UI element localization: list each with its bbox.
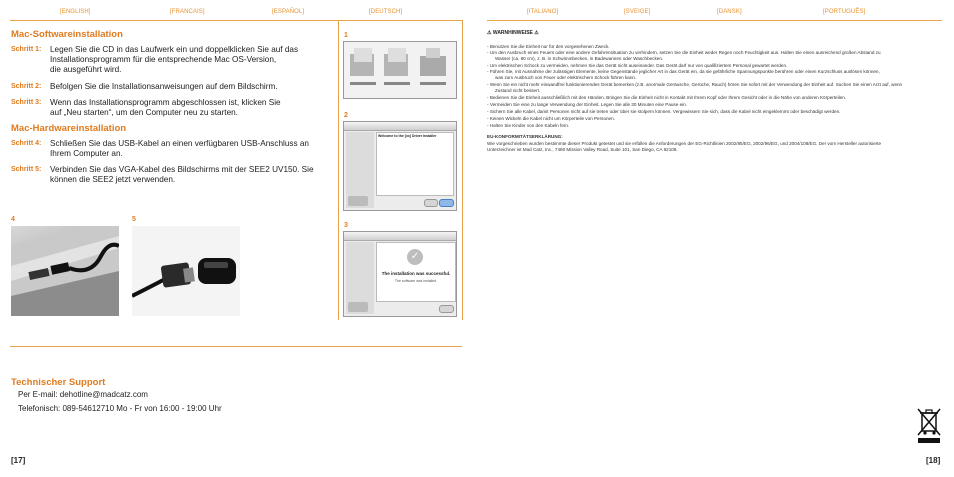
window-titlebar: [344, 122, 456, 131]
continue-button[interactable]: [439, 199, 454, 207]
screens-divider-left: [338, 20, 339, 320]
warning-item: - Vermeiden Sie eine zu lange Verwendung der Einheit. Legen Sie alle 30 Minuten eine Pause ein.: [487, 102, 687, 107]
warning-item: - Führen Sie, mit Ausnahme der zulässigen Elemente, keine Gegenstände jeglicher Art in das Gerät ein, da sie gefährliche Spannungspunkte berühren oder einen Kurzschluss auslösen können,: [487, 69, 880, 74]
success-subtext: The software was installed.: [394, 279, 438, 283]
step-label: Schritt 5:: [11, 166, 42, 173]
window-titlebar: [344, 232, 456, 241]
conformity-text-1: Wie vorgeschrieben wurden bestimmte dieser Produkt getestet und sie erfüllen die Anforderungen der EG-Richtlinien 2002/95/EG, 2002/96/EG, und 2004/108/EG. Der vom Hersteller autorisierte: [487, 141, 882, 146]
warning-item: - Wenn Sie ein nicht mehr einwandfrei funktionierendes Gerät bemerken (z.B. anormale Geräusche, Gerüche, Rauch) hören Sie sofort mit der Verwendung der Einheit auf. Suchen Sie einen Arzt auf, wenn: [487, 82, 903, 87]
warning-item: - Keinen Wickeln die Kabel nicht um Körperteile von Personen.: [487, 116, 615, 121]
step-label: Schritt 4:: [11, 140, 42, 147]
page-number-left: [17]: [11, 456, 26, 465]
usb-cable-image: [11, 226, 119, 316]
lang-italiano: [ITALIANO]: [527, 9, 559, 15]
screens-divider-right: [462, 20, 463, 320]
top-rule-right: [487, 20, 942, 21]
lang-deutsch: [DEUTSCH]: [369, 9, 403, 15]
lang-espanol: [ESPAÑOL]: [272, 9, 305, 15]
success-message: The installation was successful.: [381, 271, 451, 276]
hardware-heading: Mac-Hardwareinstallation: [11, 123, 127, 134]
checkmark-icon: ✓: [407, 249, 423, 265]
lang-francais: [FRANCAIS]: [170, 9, 205, 15]
software-heading: Mac-Softwareinstallation: [11, 29, 123, 40]
step-text: Wenn das Installationsprogramm abgeschlossen ist, klicken Sie auf „Neu starten“, um den Computer neu zu starten.: [50, 98, 281, 117]
support-email[interactable]: Per E-mail: dehotline@madcatz.com: [18, 390, 148, 399]
step-label: Schritt 2:: [11, 83, 42, 90]
warning-item: - Benutzen Sie die Einheit nur für den vorgesehenen Zweck.: [487, 44, 610, 49]
lang-dansk: [DANSK]: [717, 9, 742, 15]
step-text: Befolgen Sie die Installationsanweisungen auf dem Bildschirm.: [50, 82, 278, 91]
go-back-button[interactable]: [424, 199, 438, 207]
conformity-text-2: Unterzeichner ist Mad Catz, Inc., 7480 Mission Valley Road, Suite 101, San Diego, CA 92108.: [487, 147, 678, 152]
vga-adapter-image: [132, 226, 240, 316]
warning-item: - Um den Ausbruch eines Feuers oder eine andere Gefahrensituation zu verhindern, setzen Sie die Einheit weder Regen noch Feuchtigkeit aus. Halten Sie einen ausreichend großen Abstand zu: [487, 50, 881, 55]
usb-photo: [11, 226, 119, 316]
warning-triangle-icon: ⚠: [487, 30, 492, 36]
warning-item: Wasser (ca. 80 cm), z. B. in Schwimmbecken, in Badewannen oder Waschbecken.: [495, 56, 664, 61]
lang-english: [ENGLISH]: [60, 9, 91, 15]
step-text: Legen Sie die CD in das Laufwerk ein und doppelklicken Sie auf das Installationsprogramm für die entsprechende Mac OS-Version, die ausgeführt wird.: [50, 45, 299, 74]
figure-number: 4: [11, 216, 15, 223]
restart-button[interactable]: [439, 305, 454, 313]
warning-item: Zustand nicht bessert.: [495, 88, 541, 93]
support-heading: Technischer Support: [11, 377, 106, 388]
lang-portugues: [PORTUGUÊS]: [823, 9, 866, 15]
figure-number: 5: [132, 216, 136, 223]
warning-item: - Bedienen Sie die Einheit ausschließlich mit den Händen. Bringen Sie die Einheit nicht in Kontakt mit Ihrem Kopf oder Ihrem Gesicht oder in die Nähe von anderen Körperteilen.: [487, 95, 847, 100]
madcatz-logo: [348, 196, 368, 206]
installer-screen-2: [343, 121, 457, 211]
installer-screen-3: [343, 231, 457, 317]
installer-screen-1: [343, 41, 457, 99]
warning-item: - Um elektrischen Schock zu vermeiden, nehmen Sie das Gerät nicht auseinander. Das Gerät darf nur von qualifiziertem Personal gewartet werden.: [487, 63, 788, 68]
vga-photo: [132, 226, 240, 316]
weee-bin-icon: [916, 407, 942, 445]
bottom-rule-left: [10, 346, 462, 347]
step-label: Schritt 1:: [11, 46, 42, 53]
step-label: Schritt 3:: [11, 99, 42, 106]
support-phone: Telefonisch: 089-54612710 Mo - Fr von 16:00 - 19:00 Uhr: [18, 404, 222, 413]
figure-number: 3: [344, 222, 348, 229]
warnings-heading: ⚠ WARNHINWEISE ⚠: [487, 30, 539, 36]
warning-triangle-icon: ⚠: [534, 30, 539, 36]
warning-item: was zum Ausbruch von Feuer oder elektrischem Schock führen kann.: [495, 75, 637, 80]
page-number-right: [18]: [926, 456, 941, 465]
top-rule-left: [10, 20, 462, 21]
figure-number: 1: [344, 32, 348, 39]
warning-item: - Sichern Sie alle Kabel, damit Personen nicht auf sie treten oder über sie stolpern können. Vergewissern Sie sich, dass die Kabel nicht eingeklemmt oder beschädigt werden.: [487, 109, 841, 114]
step-text: Verbinden Sie das VGA-Kabel des Bildschirms mit der SEE2 UV150. Sie können die SEE2 jetzt verwenden.: [50, 165, 314, 184]
installer-content: [376, 132, 454, 196]
madcatz-logo: [348, 302, 368, 312]
installer-welcome-title: Welcome to the [xx] Driver Installer: [378, 134, 437, 138]
installer-content: [376, 242, 456, 302]
step-text: Schließen Sie das USB-Kabel an einen verfügbaren USB-Anschluss an Ihrem Computer an.: [50, 139, 309, 158]
installer-boxes-image: [344, 42, 456, 98]
lang-sveige: [SVEIGE]: [624, 9, 651, 15]
figure-number: 2: [344, 112, 348, 119]
conformity-heading: EU-KONFORMITÄTSERKLÄRUNG:: [487, 134, 563, 139]
warning-item: - Halten Sie Kinder von den Kabeln fern.: [487, 123, 570, 128]
